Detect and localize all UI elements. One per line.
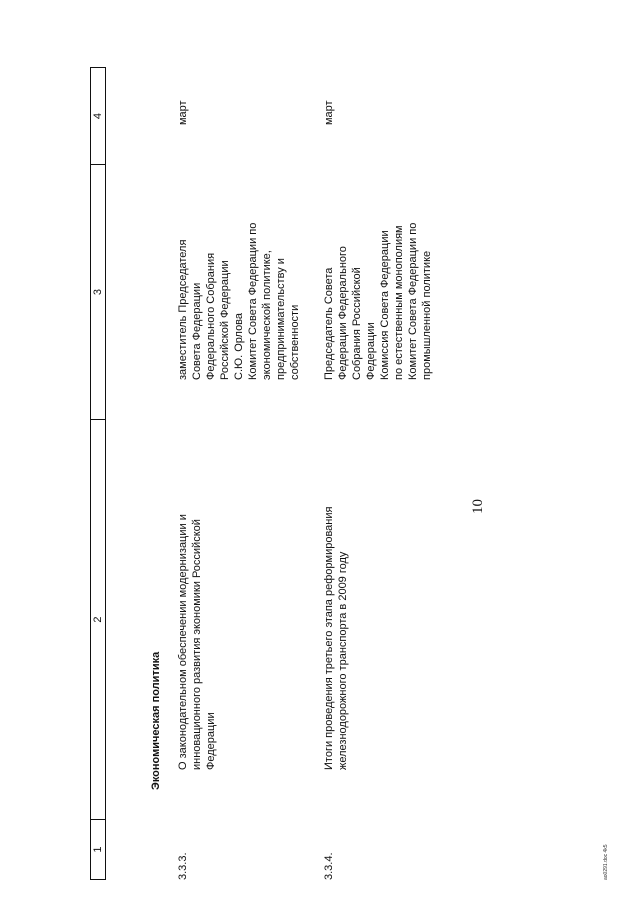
text-line: экономической политике, (261, 250, 273, 380)
column-header-1: 1 (91, 819, 105, 879)
row-number: 3.3.3. (177, 852, 189, 880)
text-line: по естественным монополиям (393, 225, 405, 380)
row-date: март (177, 100, 189, 125)
column-header-2: 2 (91, 419, 105, 819)
column-header-row (90, 67, 106, 880)
page-number: 10 (470, 499, 486, 514)
section-title: Экономическая политика (150, 651, 162, 790)
text-line: собственности (289, 304, 301, 380)
text-line: Федерального Собрания (205, 252, 217, 380)
row-responsible (176, 130, 302, 380)
text-line: С.Ю. Орлова (233, 312, 245, 380)
text-line: железнодорожного транспорта в 2009 году (337, 551, 349, 770)
text-line: Итоги проведения третьего этапа реформирования (323, 506, 335, 770)
text-line: Комиссия Совета Федерации (379, 230, 391, 380)
text-line: Федерации (205, 712, 217, 770)
row-description (176, 500, 218, 770)
column-header-3: 3 (91, 164, 105, 419)
text-line: Комитет Совета Федерации по (247, 222, 259, 380)
text-line: Собрания Российской (351, 267, 363, 380)
text-line: Федерации (365, 322, 377, 380)
text-line: Председатель Совета (323, 267, 335, 380)
text-line: заместитель Председателя (177, 239, 189, 380)
row-date: март (323, 100, 335, 125)
row-number: 3.3.4. (323, 852, 335, 880)
text-line: Федерации Федерального (337, 246, 349, 380)
text-line: Совета Федерации (191, 282, 203, 380)
text-line: Российской Федерации (219, 260, 231, 380)
row-description (322, 500, 350, 770)
footer-file-ref: ao0291.doc 4k5 (603, 844, 609, 880)
text-line: предпринимательству и (275, 258, 287, 380)
column-header-4: 4 (92, 112, 104, 120)
text-line: промышленной политике (421, 250, 433, 380)
row-responsible (322, 130, 434, 380)
text-line: Комитет Совета Федерации по (407, 222, 419, 380)
text-line: инновационного развития экономики Российской (191, 519, 203, 770)
text-line: О законодательном обеспечении модернизации и (177, 514, 189, 770)
